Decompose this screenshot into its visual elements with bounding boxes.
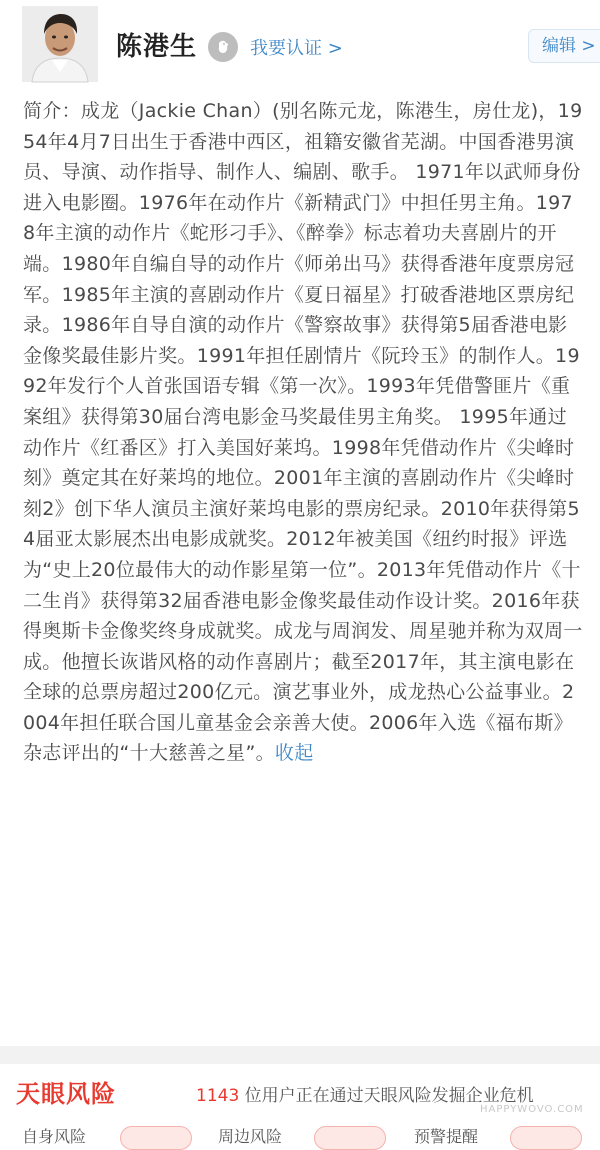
warning-badge[interactable] xyxy=(510,1126,582,1150)
intro-section xyxy=(23,96,585,769)
risk-tabs xyxy=(0,1120,600,1146)
profile-name: 陈港生 xyxy=(116,32,198,62)
tab-self-risk[interactable]: 自身风险 xyxy=(22,1127,87,1146)
bird-badge-icon[interactable] xyxy=(208,32,238,62)
collapse-link[interactable]: 收起 xyxy=(274,742,314,765)
tianyan-message-text: 位用户正在通过天眼风险发掘企业危机 xyxy=(244,1086,534,1106)
avatar-photo xyxy=(22,6,98,82)
avatar[interactable] xyxy=(22,6,98,82)
verify-link[interactable]: 我要认证 > xyxy=(250,38,343,59)
user-count: 1143 xyxy=(196,1086,240,1106)
profile-header xyxy=(0,0,600,92)
surrounding-risk-badge[interactable] xyxy=(314,1126,386,1150)
section-divider xyxy=(0,1046,600,1064)
tianyan-risk-logo[interactable]: 天眼风险 xyxy=(16,1079,116,1108)
intro-text: 简介：成龙（Jackie Chan）(别名陈元龙，陈港生，房仕龙)，1954年4月7日出生于香港中西区，祖籍安徽省芜湖。中国香港男演员、导演、动作指导、制作人、编剧、歌手。 1971年以武师身份进入电影圈。1976年在动作片《新精武门》中担任男主角。1978年主演的动作片《蛇形刁手》、《醉拳》标志着功夫喜剧片的开端。1980年自编自导的动作片《师弟出马》获得香港年度票房冠军。1985年主演的喜剧动作片《夏日福星》打破香港地区票房纪录。1986年自导自演的动作片《警察故事》获得第5届香港电影金像奖最佳影片奖。1991年担任剧情片《阮玲玉》的制作人。1992年发行个人首张国语专辑《第一次》。1993年凭借警匪片《重案组》获得第30届台湾电影金马奖最佳男主角奖。 1995年通过动作片《红番区》打入美国好莱坞。1998年凭借动作片《尖峰时刻》奠定其在好莱坞的地位。2001年主演的喜剧动作片《尖峰时刻2》创下华人演员主演好莱坞电影的票房纪录。2010年获得第54届亚太影展杰出电影成就奖。2012年被美国《纽约时报》评选为“史上20位最伟大的动作影星第一位”。2013年凭借动作片《十二生肖》获得第32届香港电影金像奖最佳动作设计奖。2016年获得奥斯卡金像奖终身成就奖。成龙与周润发、周星驰并称为双周一成。他擅长诙谐风格的动作喜剧片；截至2017年，其主演电影在全球的总票房超过200亿元。演艺事业外，成龙热心公益事业。2004年担任联合国儿童基金会亲善大使。2006年入选《福布斯》杂志评出的“十大慈善之星”。 xyxy=(23,100,583,765)
tab-warning[interactable]: 预警提醒 xyxy=(414,1127,479,1146)
self-risk-badge[interactable] xyxy=(120,1126,192,1150)
tab-surrounding-risk[interactable]: 周边风险 xyxy=(218,1127,283,1146)
tianyan-message xyxy=(196,1081,534,1106)
watermark: HAPPYWOVO.COM xyxy=(480,1104,584,1115)
edit-button[interactable]: 编辑 > xyxy=(528,29,600,63)
